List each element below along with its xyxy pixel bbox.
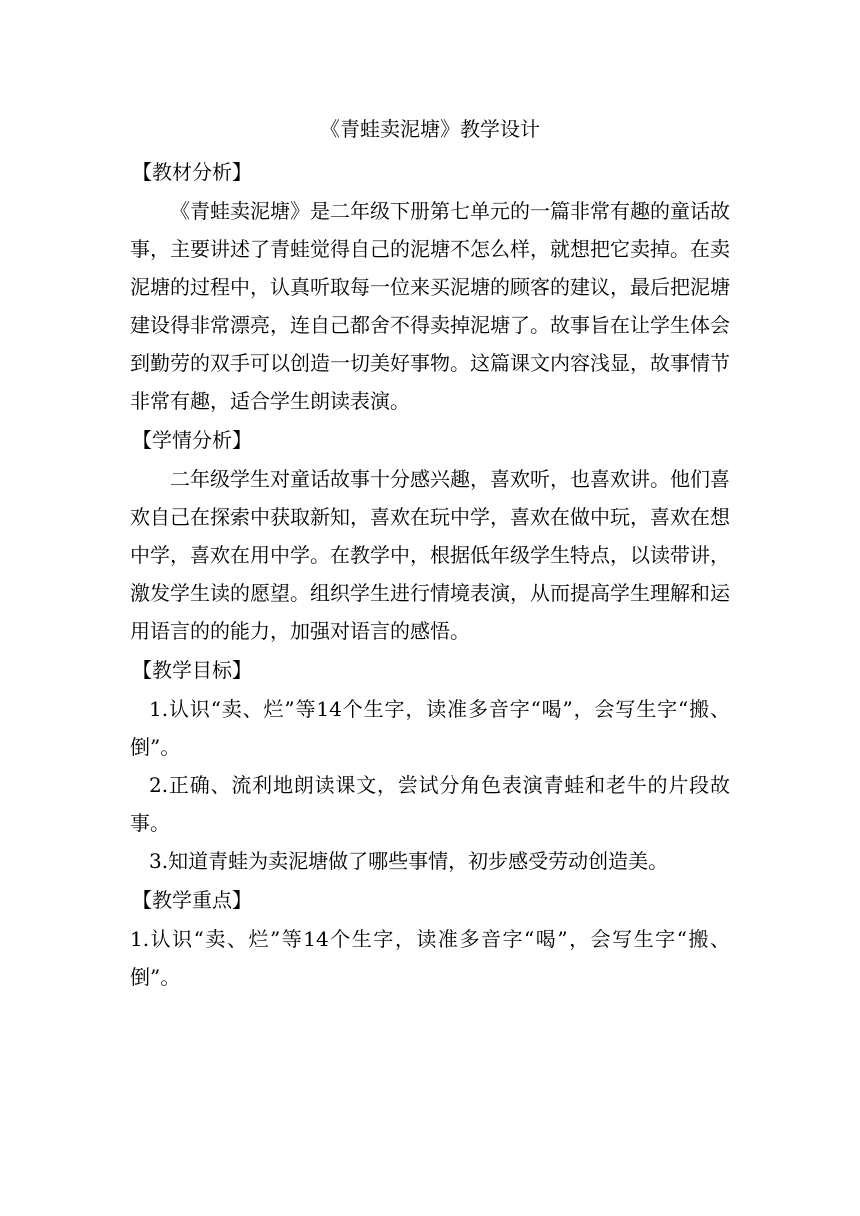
section-heading: 【教学重点】: [132, 888, 252, 912]
list-item: 2.正确、流利地朗读课文，尝试分角色表演青蛙和老牛的片段故事。: [130, 773, 730, 835]
section-teaching-focus: [130, 880, 730, 996]
section-teaching-goals: [130, 650, 730, 880]
paragraph: 《青蛙卖泥塘》是二年级下册第七单元的一篇非常有趣的童话故事，主要讲述了青蛙觉得自己的泥塘不怎么样，就想把它卖掉。在卖泥塘的过程中，认真听取每一位来买泥塘的顾客的建议，最后把泥塘建设得非常漂亮，连自己都舍不得卖掉泥塘了。故事旨在让学生体会到勤劳的双手可以创造一切美好事物。这篇课文内容浅显，故事情节非常有趣，适合学生朗读表演。: [130, 199, 730, 413]
section-student-analysis: [130, 420, 730, 650]
section-textbook-analysis: [130, 152, 730, 420]
paragraph: 二年级学生对童话故事十分感兴趣，喜欢听，也喜欢讲。他们喜欢自己在探索中获取新知，喜欢在玩中学，喜欢在做中玩，喜欢在想中学，喜欢在用中学。在教学中，根据低年级学生特点，以读带讲，激发学生读的愿望。组织学生进行情境表演，从而提高学生理解和运用语言的的能力，加强对语言的感悟。: [130, 467, 730, 643]
section-heading: 【教学目标】: [132, 658, 252, 682]
list-item: 3.知道青蛙为卖泥塘做了哪些事情，初步感受劳动创造美。: [149, 849, 669, 873]
document-content: [130, 113, 730, 996]
document-title: 《青蛙卖泥塘》教学设计: [320, 117, 540, 141]
list-item: 1.认识“卖、烂”等14个生字，读准多音字“喝”，会写生字“搬、倒”。: [130, 697, 730, 759]
section-heading: 【教材分析】: [132, 160, 252, 184]
list-item: 1.认识“卖、烂”等14个生字，读准多音字“喝”，会写生字“搬、倒”。: [130, 927, 730, 989]
section-heading: 【学情分析】: [132, 428, 252, 452]
